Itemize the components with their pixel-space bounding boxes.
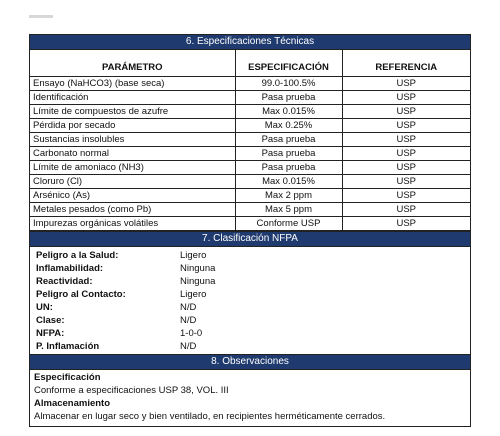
param-cell: Sustancias insolubles xyxy=(30,133,235,147)
nfpa-row xyxy=(36,288,470,301)
param-cell: Límite de compuestos de azufre xyxy=(30,105,235,119)
table-row xyxy=(30,91,470,105)
nfpa-label: Peligro al Contacto: xyxy=(36,289,126,300)
technical-sheet xyxy=(29,34,471,427)
ref-cell: USP xyxy=(342,189,470,203)
spec-cell: Max 0.015% xyxy=(235,105,342,119)
ref-cell: USP xyxy=(342,161,470,175)
param-cell: Límite de amoniaco (NH3) xyxy=(30,161,235,175)
nfpa-value: N/D xyxy=(180,315,197,326)
param-cell: Identificación xyxy=(30,91,235,105)
nfpa-row xyxy=(36,262,470,275)
table-row xyxy=(30,133,470,147)
nfpa-value: N/D xyxy=(180,302,197,313)
spec-cell: Max 2 ppm xyxy=(235,189,342,203)
specs-section-title: 6. Especificaciones Técnicas xyxy=(30,35,470,50)
nfpa-row xyxy=(36,249,470,262)
spec-cell: Max 0.015% xyxy=(235,175,342,189)
param-cell: Metales pesados (como Pb) xyxy=(30,203,235,217)
ref-cell: USP xyxy=(342,105,470,119)
specs-table xyxy=(30,50,470,231)
nfpa-value: 1-0-0 xyxy=(180,328,203,339)
table-row xyxy=(30,161,470,175)
nfpa-label: NFPA: xyxy=(36,328,65,339)
nfpa-section-title: 7. Clasificación NFPA xyxy=(30,231,470,247)
nfpa-value: Ligero xyxy=(180,289,207,300)
table-row xyxy=(30,119,470,133)
ref-cell: USP xyxy=(342,133,470,147)
nfpa-label: UN: xyxy=(36,302,53,313)
storage-text: Almacenar en lugar seco y bien ventilado, en recipientes herméticamente cerrados. xyxy=(34,411,386,422)
nfpa-list xyxy=(30,247,470,354)
table-row xyxy=(30,175,470,189)
nfpa-row xyxy=(36,275,470,288)
table-row xyxy=(30,77,470,91)
observations xyxy=(30,370,470,426)
table-row xyxy=(30,189,470,203)
nfpa-row xyxy=(36,340,470,353)
spec-heading: Especificación xyxy=(34,372,101,383)
header-fragment xyxy=(29,15,53,18)
nfpa-label: Clase: xyxy=(36,315,65,326)
nfpa-row xyxy=(36,301,470,314)
nfpa-value: N/D xyxy=(180,341,197,352)
spec-text: Conforme a especificaciones USP 38, VOL. III xyxy=(34,385,229,396)
param-cell: Impurezas orgánicas volátiles xyxy=(30,217,235,231)
spec-cell: Max 0.25% xyxy=(235,119,342,133)
table-row xyxy=(30,105,470,119)
obs-section-title: 8. Observaciones xyxy=(30,354,470,370)
table-row xyxy=(30,217,470,231)
param-cell: Arsénico (As) xyxy=(30,189,235,203)
ref-cell: USP xyxy=(342,77,470,91)
spec-cell: Pasa prueba xyxy=(235,147,342,161)
column-header-parametro: PARÁMETRO xyxy=(30,50,235,77)
spec-cell: Max 5 ppm xyxy=(235,203,342,217)
spec-cell: 99.0-100.5% xyxy=(235,77,342,91)
param-cell: Carbonato normal xyxy=(30,147,235,161)
spec-cell: Pasa prueba xyxy=(235,91,342,105)
table-row xyxy=(30,147,470,161)
nfpa-row xyxy=(36,314,470,327)
ref-cell: USP xyxy=(342,175,470,189)
nfpa-label: Inflamabilidad: xyxy=(36,263,104,274)
ref-cell: USP xyxy=(342,203,470,217)
spec-cell: Pasa prueba xyxy=(235,133,342,147)
spec-cell: Conforme USP xyxy=(235,217,342,231)
ref-cell: USP xyxy=(342,91,470,105)
nfpa-label: P. Inflamación xyxy=(36,341,100,352)
column-header-especificacion: ESPECIFICACIÓN xyxy=(235,50,342,77)
ref-cell: USP xyxy=(342,119,470,133)
param-cell: Ensayo (NaHCO3) (base seca) xyxy=(30,77,235,91)
nfpa-value: Ninguna xyxy=(180,276,216,287)
nfpa-label: Reactividad: xyxy=(36,276,93,287)
specs-header-row xyxy=(30,50,470,77)
ref-cell: USP xyxy=(342,147,470,161)
table-row xyxy=(30,203,470,217)
storage-heading: Almacenamiento xyxy=(34,398,111,409)
nfpa-label: Peligro a la Salud: xyxy=(36,250,119,261)
column-header-referencia: REFERENCIA xyxy=(342,50,470,77)
nfpa-row xyxy=(36,327,470,340)
ref-cell: USP xyxy=(342,217,470,231)
param-cell: Pérdida por secado xyxy=(30,119,235,133)
spec-cell: Pasa prueba xyxy=(235,161,342,175)
param-cell: Cloruro (Cl) xyxy=(30,175,235,189)
nfpa-value: Ninguna xyxy=(180,263,216,274)
nfpa-value: Ligero xyxy=(180,250,207,261)
